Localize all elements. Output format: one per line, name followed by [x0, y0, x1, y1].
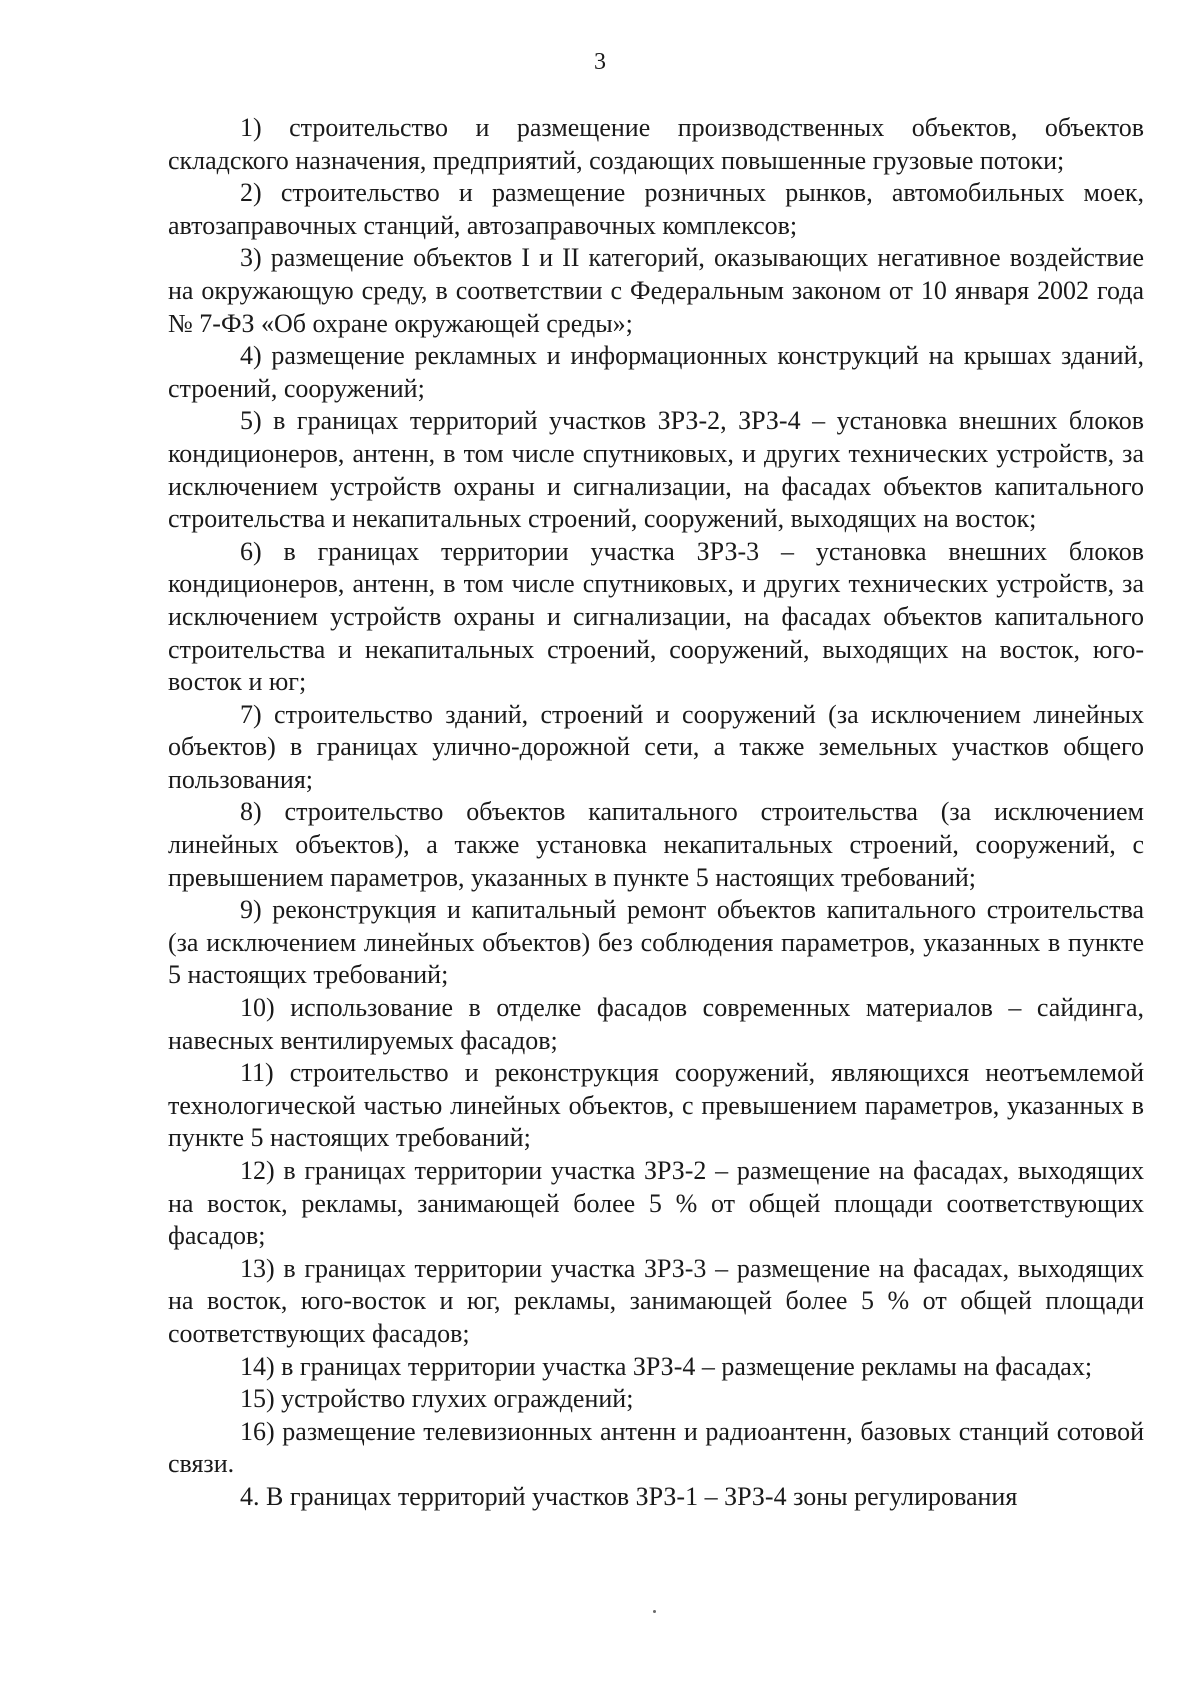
list-item-9: 9) реконструкция и капитальный ремонт объектов капитального строительства (за исключением линейных объектов) без соблюдения параметров, указанных в пункте 5 настоящих требований; [168, 895, 1144, 990]
list-item-14: 14) в границах территории участка ЗРЗ-4 – размещение рекламы на фасадах; [240, 1351, 1093, 1381]
list-item-6: 6) в границах территории участка ЗРЗ-3 – установка внешних блоков кондиционеров, антенн, в том числе спутниковых, и других технических устройств, за исключением устройств охраны и сигнализации, на фасадах объектов капитального строительства и некапитальных строений, сооружений, выходящих на восток, юго-восток и юг; [168, 536, 1144, 697]
list-item-15: 15) устройство глухих ограждений; [240, 1384, 634, 1414]
list-item-12: 12) в границах территории участка ЗРЗ-2 – размещение на фасадах, выходящих на восток, рекламы, занимающей более 5 % от общей площади соответствующих фасадов; [168, 1156, 1144, 1251]
list-item-3: 3) размещение объектов I и II категорий, оказывающих негативное воздействие на окружающую среду, в соответствии с Федеральным законом от 10 января 2002 года № 7-ФЗ «Об охране окружающей среды»; [168, 243, 1144, 338]
list-item-8: 8) строительство объектов капитального строительства (за исключением линейных объектов), а также установка некапитальных строений, сооружений, с превышением параметров, указанных в пункте 5 настоящих требований; [168, 797, 1144, 892]
section-4-paragraph: 4. В границах территорий участков ЗРЗ-1 – ЗРЗ-4 зоны регулирования [240, 1481, 1018, 1511]
list-item-4: 4) размещение рекламных и информационных конструкций на крышах зданий, строений, сооружений; [168, 341, 1144, 403]
list-item-11: 11) строительство и реконструкция сооружений, являющихся неотъемлемой технологической частью линейных объектов, с превышением параметров, указанных в пункте 5 настоящих требований; [168, 1058, 1144, 1153]
list-item-5: 5) в границах территорий участков ЗРЗ-2, ЗРЗ-4 – установка внешних блоков кондиционеров, антенн, в том числе спутниковых, и других технических устройств, за исключением устройств охраны и сигнализации, на фасадах объектов капитального строительства и некапитальных строений, сооружений, выходящих на восток; [168, 406, 1144, 534]
scan-speck [653, 1610, 656, 1613]
list-item-10: 10) использование в отделке фасадов современных материалов – сайдинга, навесных вентилируемых фасадов; [168, 993, 1144, 1055]
page-number: 3 [594, 49, 606, 75]
list-item-13: 13) в границах территории участка ЗРЗ-3 – размещение на фасадах, выходящих на восток, юго-восток и юг, рекламы, занимающей более 5 % от общей площади соответствующих фасадов; [168, 1253, 1144, 1348]
list-item-7: 7) строительство зданий, строений и сооружений (за исключением линейных объектов) в границах улично-дорожной сети, а также земельных участков общего пользования; [168, 699, 1144, 794]
document-body [168, 112, 1144, 1514]
list-item-16: 16) размещение телевизионных антенн и радиоантенн, базовых станций сотовой связи. [168, 1416, 1144, 1479]
list-item-1: 1) строительство и размещение производственных объектов, объектов складского назначения, предприятий, создающих повышенные грузовые потоки; [168, 113, 1144, 175]
list-item-2: 2) строительство и размещение розничных рынков, автомобильных моек, автозаправочных станций, автозаправочных комплексов; [168, 178, 1144, 240]
